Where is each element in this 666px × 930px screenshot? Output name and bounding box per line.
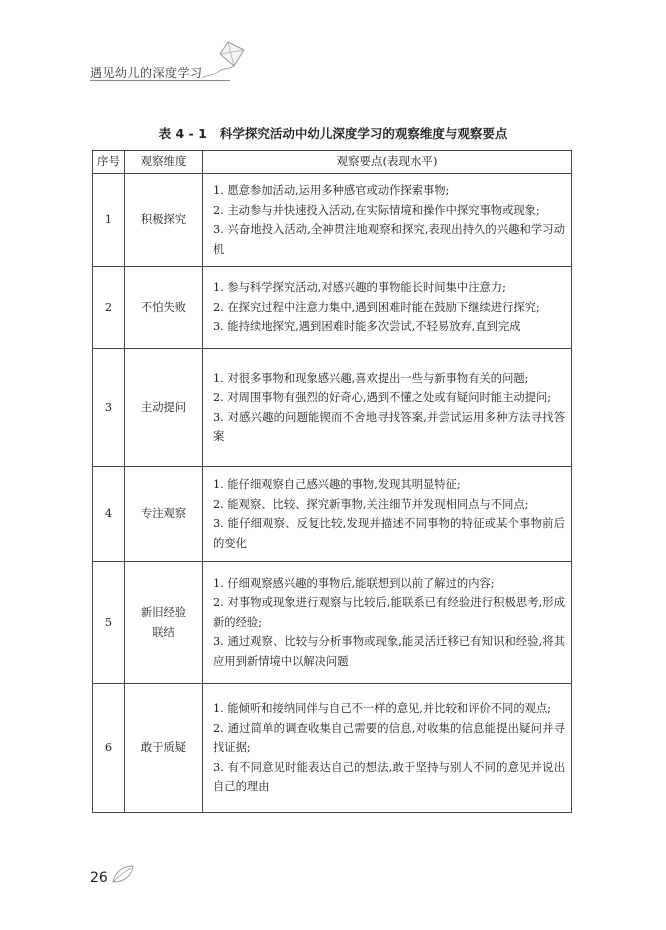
table-header-row xyxy=(93,151,572,174)
observation-point: 3. 通过观察、比较与分析事物或现象,能灵活迁移已有知识和经验,将其应用到新情境中以解决问题 xyxy=(213,635,565,668)
column-header-number: 序号 xyxy=(93,151,125,174)
row-points xyxy=(203,267,572,349)
row-points xyxy=(203,562,572,684)
dimension-line: 联结 xyxy=(152,625,175,639)
row-number: 1 xyxy=(93,174,125,267)
observation-point: 3. 能持续地探究,遇到困难时能多次尝试,不轻易放弃,直到完成 xyxy=(213,320,521,334)
column-header-points: 观察要点(表现水平) xyxy=(203,151,572,174)
observation-point: 3. 对感兴趣的问题能锲而不舍地寻找答案,并尝试运用多种方法寻找答案 xyxy=(213,410,565,443)
table-row xyxy=(93,467,572,562)
header-rule xyxy=(90,80,230,81)
observation-point: 1. 能仔细观察自己感兴趣的事物,发现其明显特征; xyxy=(213,478,461,491)
observation-point: 1. 对很多事物和现象感兴趣,喜欢提出一些与新事物有关的问题; xyxy=(213,371,529,385)
row-number: 4 xyxy=(93,467,125,562)
dimension-line: 专注观察 xyxy=(140,507,187,521)
row-points xyxy=(203,684,572,813)
observation-point: 1. 参与科学探究活动,对感兴趣的事物能长时间集中注意力; xyxy=(213,281,506,295)
page-number: 26 xyxy=(90,870,108,886)
row-points xyxy=(203,467,572,562)
row-dimension xyxy=(125,467,203,562)
table-row xyxy=(93,174,572,267)
observation-point: 2. 对周围事物有强烈的好奇心,遇到不懂之处或有疑问时能主动提问; xyxy=(213,391,552,404)
row-dimension xyxy=(125,267,203,349)
column-header-dimension: 观察维度 xyxy=(125,151,203,174)
dimension-line: 敢于质疑 xyxy=(140,741,187,755)
row-dimension xyxy=(125,562,203,684)
table-caption-number: 表 4 - 1 xyxy=(158,126,207,141)
observation-point: 1. 仔细观察感兴趣的事物后,能联想到以前了解过的内容; xyxy=(213,576,495,590)
observation-point: 2. 通过简单的调查收集自己需要的信息,对收集的信息能提出疑问并寻找证据; xyxy=(213,721,565,755)
row-points xyxy=(203,349,572,467)
observation-point: 3. 能仔细观察、反复比较,发现并描述不同事物的特征或某个事物前后的变化 xyxy=(213,517,565,550)
running-header: 遇见幼儿的深度学习 xyxy=(90,66,203,80)
table-row xyxy=(93,349,572,467)
observation-point: 2. 对事物或现象进行观察与比较后,能联系已有经验进行积极思考,形成新的经验; xyxy=(213,596,565,629)
dimension-line: 主动提问 xyxy=(140,400,187,414)
dimension-line: 不怕失败 xyxy=(140,300,187,314)
observation-point: 1. 愿意参加活动,运用多种感官或动作探索事物; xyxy=(213,184,450,197)
row-dimension xyxy=(125,684,203,813)
table-row xyxy=(93,562,572,684)
row-number: 6 xyxy=(93,684,125,813)
observation-point: 2. 主动参与并快速投入活动,在实际情境和操作中探究事物或现象; xyxy=(213,203,540,217)
table-row xyxy=(93,267,572,349)
table-row xyxy=(93,684,572,813)
kite-icon xyxy=(198,40,250,80)
observation-point: 3. 有不同意见时能表达自己的想法,敢于坚持与别人不同的意见并说出自己的理由 xyxy=(213,760,565,794)
row-number: 5 xyxy=(93,562,125,684)
row-number: 2 xyxy=(93,267,125,349)
leaf-icon xyxy=(110,863,136,885)
observation-point: 2. 在探究过程中注意力集中,遇到困难时能在鼓励下继续进行探究; xyxy=(213,300,540,314)
dimension-line: 积极探究 xyxy=(140,213,187,227)
observation-point: 3. 兴奋地投入活动,全神贯注地观察和探究,表现出持久的兴趣和学习动机 xyxy=(213,223,565,256)
table-caption-title: 科学探究活动中幼儿深度学习的观察维度与观察要点 xyxy=(219,126,508,141)
row-points xyxy=(203,174,572,267)
table-caption xyxy=(0,124,666,142)
row-dimension xyxy=(125,174,203,267)
row-number: 3 xyxy=(93,349,125,467)
dimension-line: 新旧经验 xyxy=(140,606,187,619)
observation-point: 1. 能倾听和接纳同伴与自己不一样的意见,并比较和评价不同的观点; xyxy=(213,702,552,716)
observation-point: 2. 能观察、比较、探究新事物,关注细节并发现相同点与不同点; xyxy=(213,497,529,511)
row-dimension xyxy=(125,349,203,467)
observation-table xyxy=(92,150,572,813)
